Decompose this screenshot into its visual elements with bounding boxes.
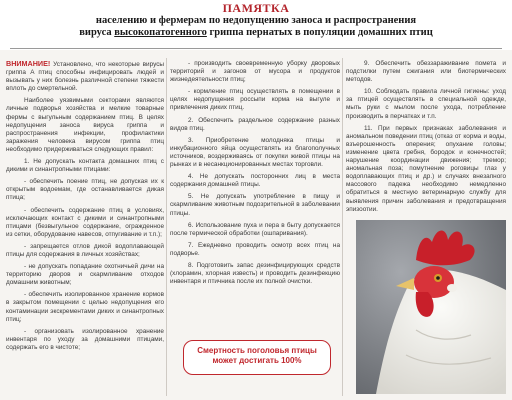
header-divider [10, 48, 502, 49]
rule-11: 11. При первых признаках заболевания и аномальном поведении птиц (отказ от корма и воды, взъерошенность оперения; опухание головы; изменение цвета гребня, бородок и конечностей; нарушение координации движения; тремор; аномальная поза; помутнение роговицы глаз у водоплавающих птиц и др.) и случаях внезапного массового падежа необходимо немедленно обратиться в местную ветеринарную службу для выявления причин заболевания и предотвращения эпизоотии. [346, 124, 506, 213]
rule-5: 5. Не допускать употребление в пищу и скармливание животным подозрительной в заболевании птицы. [170, 193, 340, 217]
mortality-callout-line2: может достигать 100% [212, 356, 302, 365]
rule-1-item: - кормление птиц осуществлять в помещении в целях недопущения россыпи корма на выгуле и привлечения диких птиц. [170, 88, 340, 112]
subtitle-suffix: гриппа пернатых в популяции домашних птиц [206, 27, 433, 38]
warning-text: Установлено, что некоторые вирусы гриппа A птиц способны инфицировать людей и вызывать у них болезнь различной степени тяжести вплоть до смертельной. [6, 61, 164, 93]
rule-4: 4. Не допускать посторонних лиц в места содержания домашней птицы. [170, 173, 340, 189]
column-divider-left [166, 58, 167, 396]
rule-9: 9. Обеспечить обеззараживание помета и подстилки путем сжигания или биотермических методов. [346, 60, 506, 84]
column-divider-right [342, 58, 343, 396]
mortality-callout [183, 340, 331, 375]
rule-7: 7. Ежедневно проводить осмотр всех птиц на подворье. [170, 241, 340, 257]
rule-1-item: - производить своевременную уборку дворовых территорий и загонов от мусора и продуктов жизнедеятельности птиц; [170, 60, 340, 84]
document-subtitle-line2 [0, 27, 512, 39]
rule-10: 10. Соблюдать правила личной гигиены: уход за птицей осуществлять в специальной одежде, мыть руки с мылом после ухода, потребление производить в перчатках и т.п. [346, 88, 506, 120]
rule-8: 8. Подготовить запас дезинфицирующих средств (хлорамин, хлорная известь) и проводить дезинфекцию инвентаря и птичника после их полной очистки. [170, 261, 340, 286]
rule-1-item: - организовать изолированное хранение инвентаря по уходу за домашними птицами, содержать его в чистоте; [6, 327, 164, 351]
document-subtitle-line1: населению и фермерам по недопущению заноса и распространения [95, 15, 417, 26]
subtitle-underlined-word: высокопатогенного [114, 27, 207, 38]
rule-1-item: - запрещается отлов дикой водоплавающей птицы для содержания в личных хозяйствах; [6, 242, 164, 258]
warning-label: ВНИМАНИЕ! [6, 60, 51, 68]
document-title: ПАМЯТКА [222, 1, 290, 15]
hen-illustration [356, 220, 506, 394]
rule-1-item: - обеспечить изолированное хранение кормов в закрытом помещении с целью недопущения его контаминации экскрементами диких и синантропных птиц; [6, 291, 164, 323]
warning-paragraph [6, 60, 164, 93]
mortality-callout-line1: Смертность поголовья птицы [197, 346, 317, 355]
rule-1-item: - не допускать попадание охотничьей дичи на территорию дворов и скармливание отходов домашним животным; [6, 263, 164, 287]
subtitle-prefix: вируса [79, 27, 115, 38]
rule-2: 2. Обеспечить раздельное содержание разных видов птиц. [170, 116, 340, 132]
rule-6: 6. Использование пуха и пера в быту допускается после термической обработки (ошпаривания). [170, 221, 340, 237]
rule-1-item: - обеспечить поение птиц, не допуская их к открытым водоемам, где останавливается дикая птица; [6, 178, 164, 202]
column-left [6, 60, 164, 394]
column-middle [170, 60, 340, 334]
leaflet-header [0, 0, 512, 50]
hen-photo [356, 220, 506, 394]
rule-1-item: - обеспечить содержание птиц в условиях, исключающих контакт с дикими и синантропными птицами (безвыгульное содержание, огражденное из сетки, оборудование навесов, отпугивание и т.п.); [6, 206, 164, 238]
column-right [346, 60, 506, 218]
rule-1: 1. Не допускать контакта домашних птиц с дикими и синантропными птицами: [6, 158, 164, 174]
intro-paragraph: Наиболее уязвимыми секторами являются личные подворья хозяйства и мелкие товарные фермы с выгульным содержанием птиц. В целях недопущения заноса вируса гриппа и распространения инфекции, профилактики заражения человека вирусом гриппа птиц необходимо придерживаться следующих правил: [6, 97, 164, 153]
rule-3: 3. Приобретение молодняка птицы и инкубационного яйца осуществлять из благополучных источников, воздерживаясь от покупки живой птицы на рынках и в несанкционированных местах торговли. [170, 136, 340, 169]
